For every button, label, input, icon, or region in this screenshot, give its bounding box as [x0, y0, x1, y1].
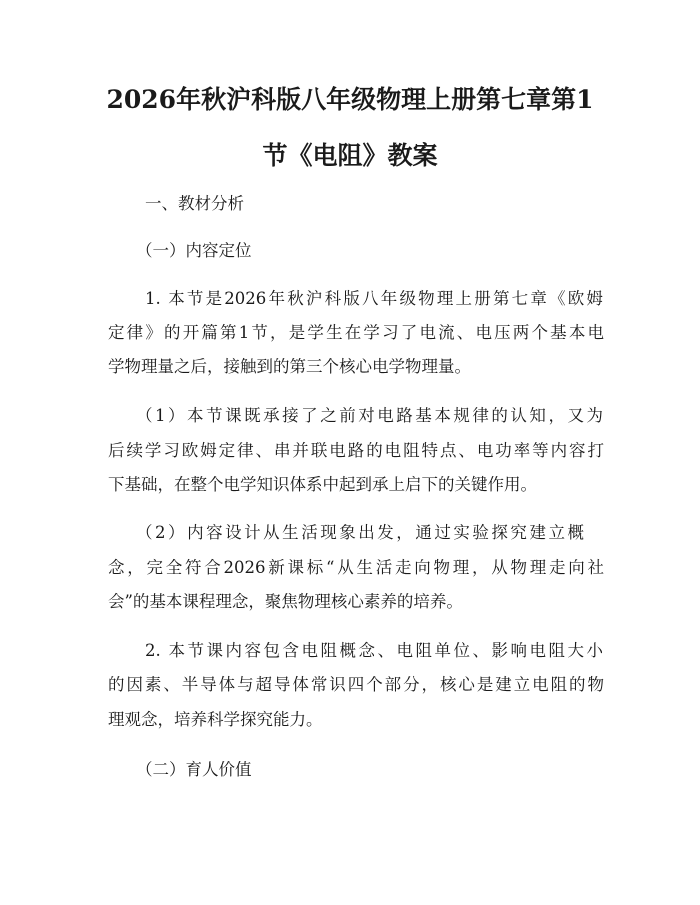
- paragraph-4-line-1: 2. 本节课内容包含电阻概念、电阻单位、影响电阻大小: [145, 641, 603, 660]
- paragraph-3-line-1: （2）内容设计从生活现象出发，通过实验探究建立概: [136, 523, 584, 542]
- paragraph-1-line-3: 学物理量之后，接触到的第三个核心电学物理量。: [108, 357, 471, 376]
- paragraph-2-line-1: （1）本节课既承接了之前对电路基本规律的认知，又为: [136, 406, 603, 425]
- paragraph-3-line-2: 念，完全符合2026新课标“从生活走向物理，从物理走向社: [108, 558, 604, 577]
- paragraph-1-line-1: 1. 本节是2026年秋沪科版八年级物理上册第七章《欧姆: [145, 289, 603, 308]
- document-title-line-1: 2026年秋沪科版八年级物理上册第七章第1: [106, 85, 594, 114]
- section-heading-textbook-analysis: 一、教材分析: [145, 194, 244, 213]
- subsection-heading-educational-value: （二）育人价值: [136, 760, 252, 779]
- paragraph-3-line-3: 会”的基本课程理念，聚焦物理核心素养的培养。: [108, 592, 463, 611]
- paragraph-4-line-3: 理观念，培养科学探究能力。: [108, 710, 323, 729]
- paragraph-1-line-2: 定律》的开篇第1节，是学生在学习了电流、电压两个基本电: [108, 323, 604, 342]
- document-title-line-2: 节《电阻》教案: [262, 141, 438, 170]
- subsection-heading-content-positioning: （一）内容定位: [136, 241, 252, 260]
- paragraph-2-line-3: 下基础，在整个电学知识体系中起到承上启下的关键作用。: [108, 475, 537, 494]
- paragraph-4-line-2: 的因素、半导体与超导体常识四个部分，核心是建立电阻的物: [108, 675, 604, 694]
- paragraph-2-line-2: 后续学习欧姆定律、串并联电路的电阻特点、电功率等内容打: [108, 441, 604, 460]
